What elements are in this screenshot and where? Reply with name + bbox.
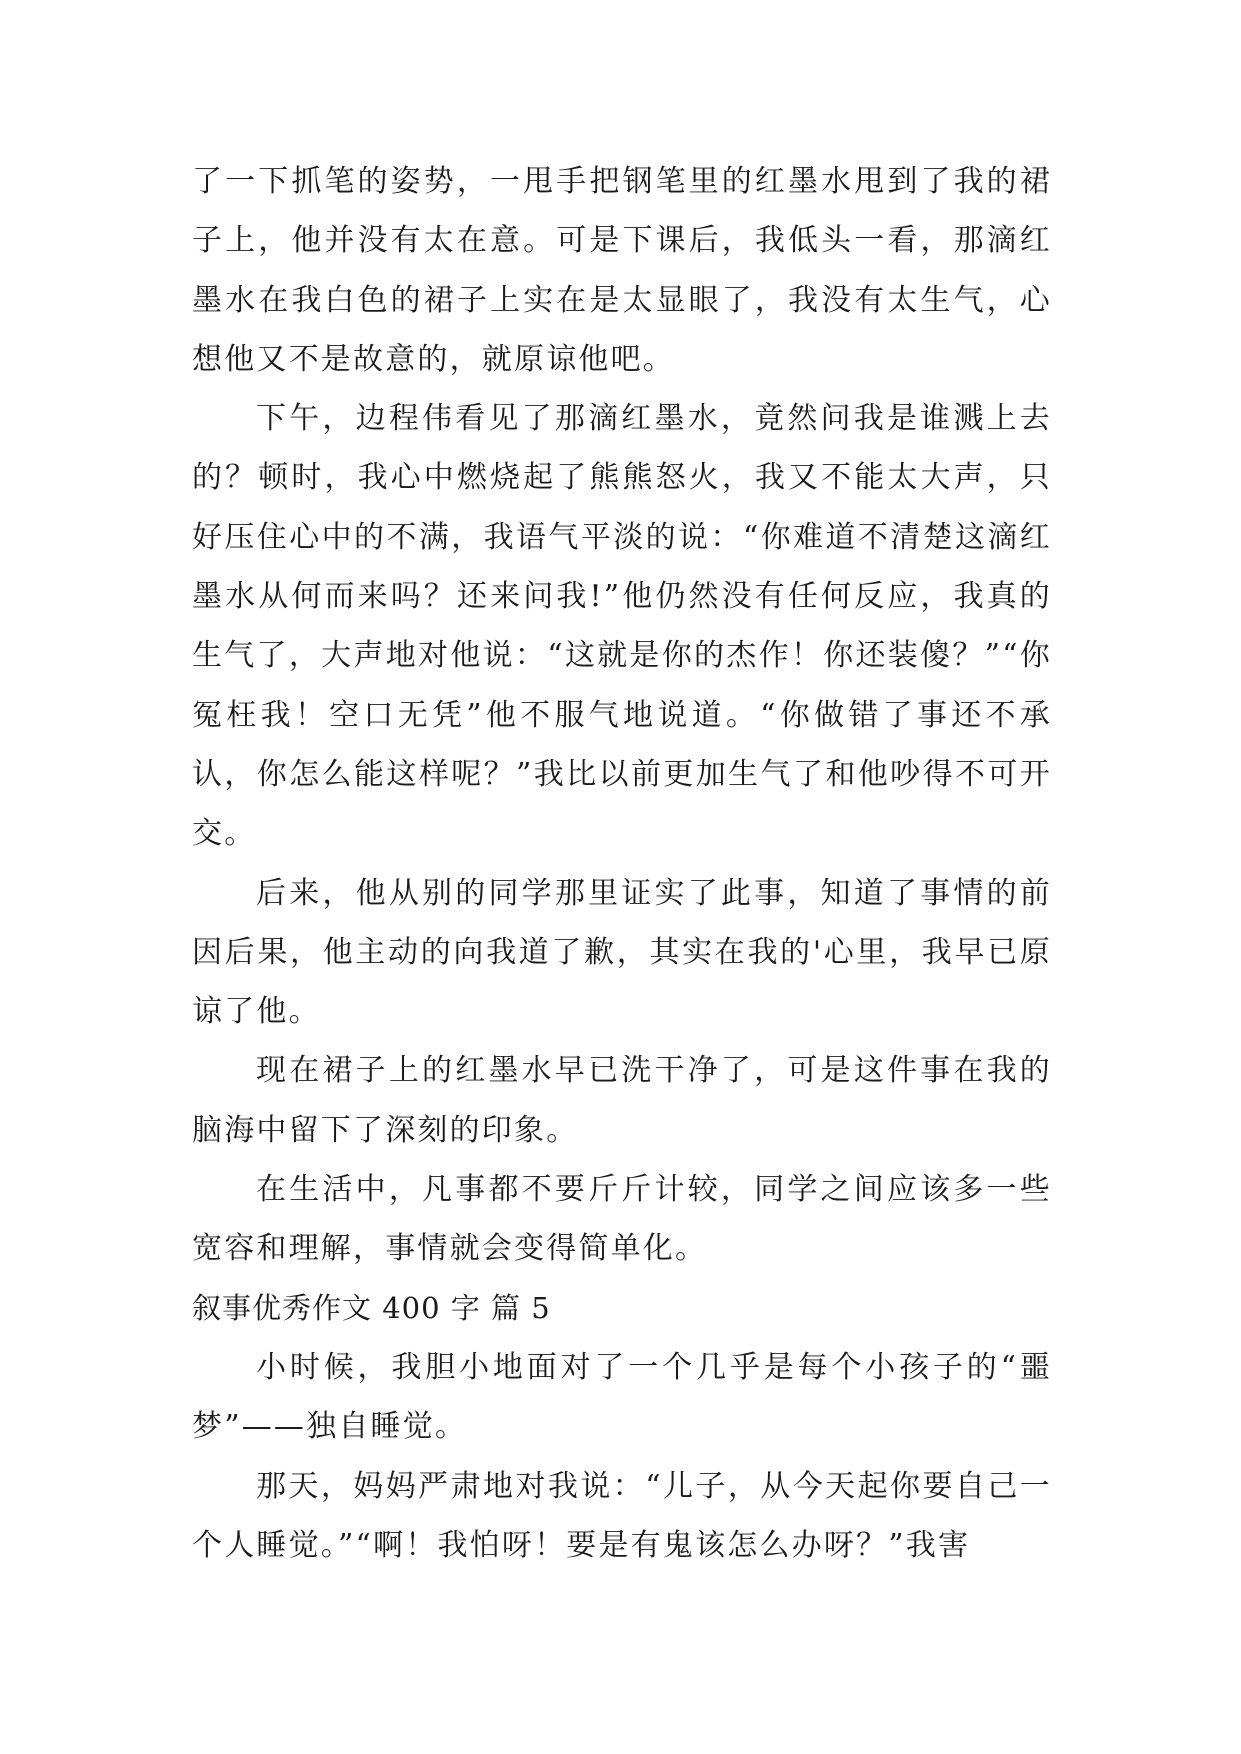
paragraph-childhood: 小时候，我胆小地面对了一个几乎是每个小孩子的“噩梦”——独自睡觉。	[192, 1349, 1052, 1445]
document-page	[192, 152, 1052, 1575]
paragraph-that-day: 那天，妈妈严肃地对我说：“儿子，从今天起你要自己一个人睡觉。”“啊！我怕呀！要是有鬼该怎么办呀？”我害	[192, 1468, 1052, 1563]
essay-heading: 叙事优秀作文 400 字 篇 5	[192, 1290, 551, 1325]
paragraph-afternoon: 下午，边程伟看见了那滴红墨水，竟然问我是谁溅上去的？顿时，我心中燃烧起了熊熊怒火，我又不能太大声，只好压住心中的不满，我语气平淡的说：“你难道不清楚这滴红墨水从何而来吗？还来问我!”他仍然没有任何反应，我真的生气了，大声地对他说：“这就是你的杰作！你还装傻？”“你冤枉我！空口无凭”他不服气地说道。“你做错了事还不承认，你怎么能这样呢？”我比以前更加生气了和他吵得不可开交。	[192, 401, 1052, 852]
paragraph-later: 后来，他从别的同学那里证实了此事，知道了事情的前因后果，他主动的向我道了歉，其实在我的'心里，我早已原谅了他。	[192, 875, 1052, 1030]
paragraph-now: 现在裙子上的红墨水早已洗干净了，可是这件事在我的脑海中留下了深刻的印象。	[192, 1053, 1052, 1148]
paragraph-continued: 了一下抓笔的姿势，一甩手把钢笔里的红墨水甩到了我的裙子上，他并没有太在意。可是下课后，我低头一看，那滴红墨水在我白色的裙子上实在是太显眼了，我没有太生气，心想他又不是故意的，就原谅他吧。	[192, 164, 1052, 377]
paragraph-conclusion: 在生活中，凡事都不要斤斤计较，同学之间应该多一些宽容和理解，事情就会变得简单化。	[192, 1172, 1052, 1267]
